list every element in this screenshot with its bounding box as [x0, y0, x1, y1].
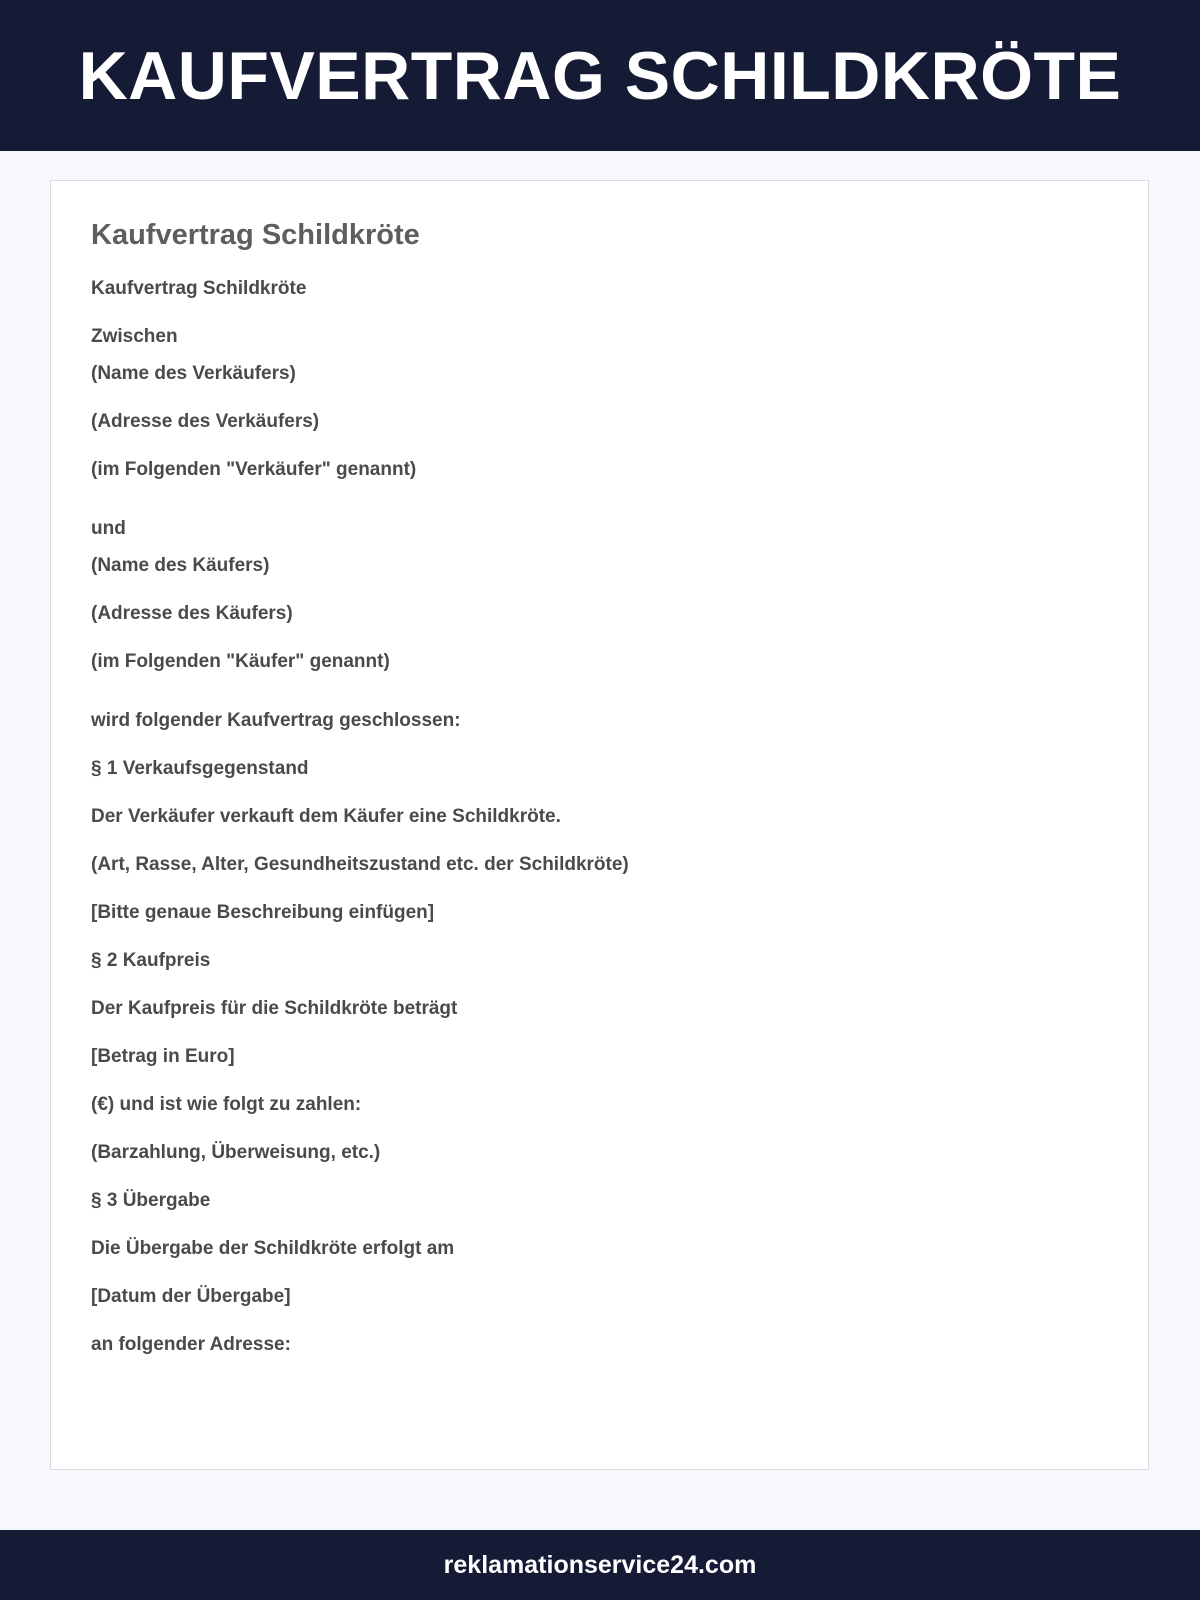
section-heading: § 3 Übergabe	[91, 1190, 211, 1211]
footer-site-name: reklamationservice24.com	[443, 1550, 757, 1579]
document-line: [Datum der Übergabe]	[91, 1286, 291, 1307]
document-line: (Name des Verkäufers)	[91, 363, 296, 384]
document-line: (Adresse des Käufers)	[91, 603, 293, 624]
document-line: an folgender Adresse:	[91, 1334, 291, 1355]
document-line: Der Verkäufer verkauft dem Käufer eine Schildkröte.	[91, 806, 561, 827]
document-line: Kaufvertrag Schildkröte	[91, 278, 307, 299]
document-line: Der Kaufpreis für die Schildkröte beträgt	[91, 998, 458, 1019]
page-header	[0, 0, 1200, 151]
section-heading: § 1 Verkaufsgegenstand	[91, 758, 309, 779]
document-line: und	[91, 518, 126, 539]
document-line: (€) und ist wie folgt zu zahlen:	[91, 1094, 362, 1115]
document-line: [Betrag in Euro]	[91, 1046, 235, 1067]
document-line: (Art, Rasse, Alter, Gesundheitszustand etc. der Schildkröte)	[91, 854, 629, 875]
document-line: (im Folgenden "Verkäufer" genannt)	[91, 459, 417, 480]
document-line: Die Übergabe der Schildkröte erfolgt am	[91, 1238, 455, 1259]
document-card	[50, 180, 1149, 1470]
document-line: (Adresse des Verkäufers)	[91, 411, 320, 432]
document-line: (im Folgenden "Käufer" genannt)	[91, 651, 390, 672]
document-title: Kaufvertrag Schildkröte	[91, 219, 420, 251]
section-heading: § 2 Kaufpreis	[91, 950, 211, 971]
header-title: KAUFVERTRAG SCHILDKRÖTE	[78, 37, 1122, 114]
document-line: wird folgender Kaufvertrag geschlossen:	[91, 710, 461, 731]
document-line: (Name des Käufers)	[91, 555, 270, 576]
page-footer	[0, 1530, 1200, 1600]
document-line: Zwischen	[91, 326, 178, 347]
document-line: (Barzahlung, Überweisung, etc.)	[91, 1142, 381, 1163]
document-line: [Bitte genaue Beschreibung einfügen]	[91, 902, 435, 923]
